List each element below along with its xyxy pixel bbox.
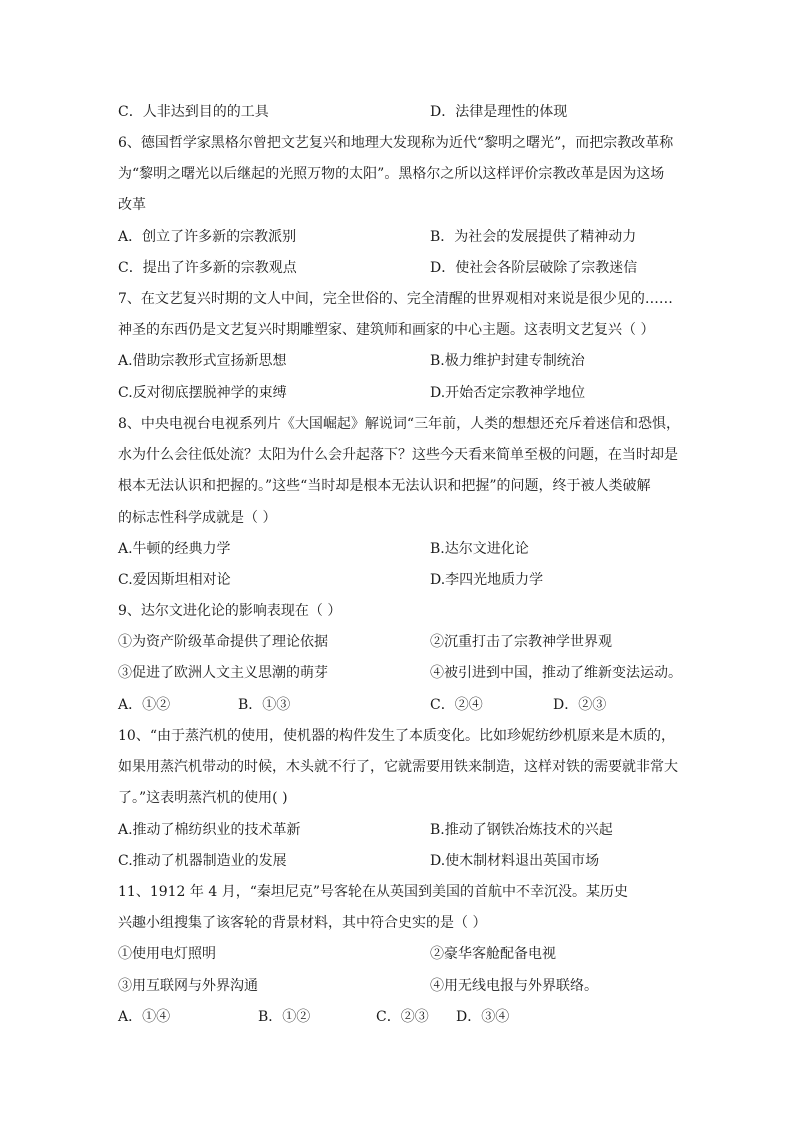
q11-option-a: A．①④ xyxy=(118,1009,171,1025)
q11-option-c: C．②③ xyxy=(376,1009,429,1025)
q10-option-b: B.推动了钢铁冶炼技术的兴起 xyxy=(430,822,613,838)
q11-item-1: ①使用电灯照明 xyxy=(118,946,216,962)
q11-option-b: B．①② xyxy=(258,1009,311,1025)
q9-option-c: C．②④ xyxy=(430,697,483,713)
q9-option-d: D．②③ xyxy=(553,697,607,713)
q9-item-3: ③促进了欧洲人文主义思潮的萌芽 xyxy=(118,665,328,681)
q7-stem-line-2: 神圣的东西仍是文艺复兴时期雕塑家、建筑师和画家的中心主题。这表明文艺复兴（ ） xyxy=(118,322,655,338)
q6-stem-line-1: 6、德国哲学家黑格尔曾把文艺复兴和地理大发现称为近代“黎明之曙光”，而把宗教改革称 xyxy=(118,135,674,151)
q10-options-row-ab xyxy=(118,820,688,840)
q6-option-b: B．为社会的发展提供了精神动力 xyxy=(430,229,637,245)
q10-option-c: C.推动了机器制造业的发展 xyxy=(118,853,287,869)
q9-stem: 9、达尔文进化论的影响表现在（ ） xyxy=(118,603,342,619)
q8-options-row-ab xyxy=(118,539,688,559)
q8-stem-line-1: 8、中央电视台电视系列片《大国崛起》解说词“三年前，人类的想想还充斥着迷信和恐惧， xyxy=(118,416,681,432)
q8-stem-line-3: 根本无法认识和把握的。”这些“当时却是根本无法认识和把握”的问题，终于被人类破解 xyxy=(118,478,651,494)
q10-stem-line-1: 10、“由于蒸汽机的使用，使机器的构件发生了本质变化。比如珍妮纺纱机原来是木质的， xyxy=(118,728,675,744)
q10-option-d: D.使木制材料退出英国市场 xyxy=(430,853,600,869)
q8-stem-line-4: 的标志性科学成就是（ ） xyxy=(118,510,277,526)
q11-item-4: ④用无线电报与外界联络。 xyxy=(430,978,598,994)
q9-option-a: A．①② xyxy=(118,697,171,713)
q7-stem-line-1: 7、在文艺复兴时期的文人中间，完全世俗的、完全清醒的世界观相对来说是很少见的…… xyxy=(118,291,673,307)
q7-option-a: A.借助宗教形式宣扬新思想 xyxy=(118,353,287,369)
q5-option-c: C．人非达到目的的工具 xyxy=(118,104,269,120)
q6-option-a: A．创立了许多新的宗教派别 xyxy=(118,229,297,245)
q6-options-row-cd xyxy=(118,258,688,278)
q7-option-d: D.开始否定宗教神学地位 xyxy=(430,385,586,401)
q7-option-c: C.反对彻底摆脱神学的束缚 xyxy=(118,385,287,401)
q9-option-b: B．①③ xyxy=(238,697,291,713)
q11-item-2: ②豪华客舱配备电视 xyxy=(430,946,556,962)
q10-option-a: A.推动了棉纺织业的技术革新 xyxy=(118,822,301,838)
q8-option-a: A.牛顿的经典力学 xyxy=(118,541,231,557)
q6-option-c: C．提出了许多新的宗教观点 xyxy=(118,260,297,276)
q6-stem-line-3: 改革 xyxy=(118,197,146,213)
q10-stem-line-2: 如果用蒸汽机带动的时候，木头就不行了，它就需要用铁来制造，这样对铁的需要就非常大 xyxy=(118,759,678,775)
q11-items-row-12 xyxy=(118,944,688,964)
q6-stem-line-2: 为“黎明之曙光以后继起的光照万物的太阳”。黑格尔之所以这样评价宗教改革是因为这场 xyxy=(118,166,665,182)
q9-items-row-12 xyxy=(118,632,688,652)
q10-stem-line-3: 了。”这表明蒸汽机的使用( ) xyxy=(118,790,288,806)
q11-items-row-34 xyxy=(118,976,688,996)
q9-options-row xyxy=(118,695,688,715)
q5-option-d: D．法律是理性的体现 xyxy=(430,104,568,120)
q8-option-d: D.李四光地质力学 xyxy=(430,572,544,588)
q9-items-row-34 xyxy=(118,663,688,683)
q11-options-row xyxy=(118,1007,688,1027)
q5-options-row-cd xyxy=(118,102,688,122)
q7-options-row-ab xyxy=(118,351,688,371)
q10-options-row-cd xyxy=(118,851,688,871)
q7-option-b: B.极力维护封建专制统治 xyxy=(430,353,585,369)
q11-item-3: ③用互联网与外界沟通 xyxy=(118,978,258,994)
q9-item-2: ②沉重打击了宗教神学世界观 xyxy=(430,634,612,650)
q9-item-1: ①为资产阶级革命提供了理论依据 xyxy=(118,634,328,650)
q8-stem-line-2: 水为什么会往低处流？太阳为什么会升起落下？这些今天看来简单至极的问题，在当时却是 xyxy=(118,447,678,463)
q8-options-row-cd xyxy=(118,570,688,590)
q7-options-row-cd xyxy=(118,383,688,403)
q8-option-c: C.爱因斯坦相对论 xyxy=(118,572,231,588)
q6-options-row-ab xyxy=(118,227,688,247)
q8-option-b: B.达尔文进化论 xyxy=(430,541,529,557)
q11-stem-line-1: 11、1912 年 4 月，“秦坦尼克”号客轮在从英国到美国的首航中不幸沉没。某历史 xyxy=(118,884,629,900)
q11-option-d: D．③④ xyxy=(456,1009,510,1025)
q6-option-d: D．使社会各阶层破除了宗教迷信 xyxy=(430,260,638,276)
q11-stem-line-2: 兴趣小组搜集了该客轮的背景材料，其中符合史实的是（ ） xyxy=(118,915,487,931)
q9-item-4: ④被引进到中国，推动了维新变法运动。 xyxy=(430,665,682,681)
